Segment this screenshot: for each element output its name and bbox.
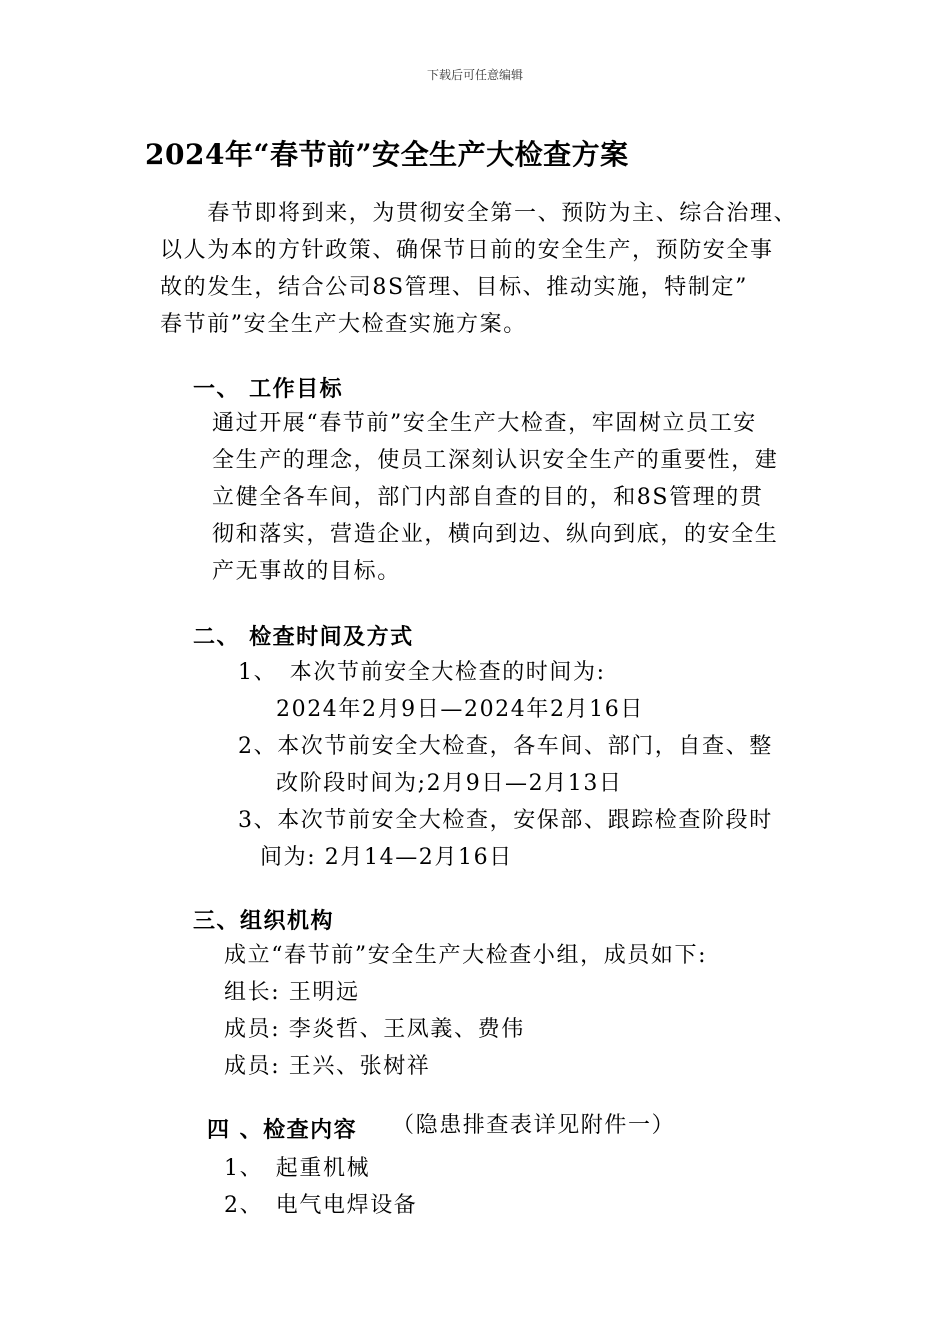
section1-heading: 一、 工作目标 [193, 376, 344, 402]
section2-item2-line1: 2、本次节前安全大检查，各车间、部门，自查、整 [238, 734, 773, 759]
page-header-note: 下载后可任意编辑 [426, 68, 523, 82]
section3-line: 组长: 王明远 [224, 980, 360, 1005]
section3-heading: 三、组织机构 [193, 908, 335, 934]
intro-line: 故的发生，结合公司8S管理、目标、推动实施，特制定” [160, 275, 748, 300]
section2-heading: 二、 检查时间及方式 [193, 624, 414, 650]
intro-line: 春节即将到来，为贯彻安全第一、预防为主、综合治理、 [160, 201, 798, 226]
section3-line: 成立“春节前”安全生产大检查小组，成员如下: [224, 943, 708, 968]
section4-item: 2、 电气电焊设备 [224, 1193, 418, 1218]
document-title: 2024年“春节前”安全生产大检查方案 [145, 138, 629, 171]
section1-line: 产无事故的目标。 [212, 559, 401, 584]
section2-item1-line2: 2024年2月9日—2024年2月16日 [276, 697, 644, 722]
section2-item3-line1: 3、本次节前安全大检查，安保部、跟踪检查阶段时 [238, 808, 773, 833]
section1-line: 通过开展“春节前”安全生产大检查，牢固树立员工安 [212, 411, 757, 436]
section1-line: 彻和落实，营造企业，横向到边、纵向到底，的安全生 [212, 522, 779, 547]
section2-item1-line1: 1、 本次节前安全大检查的时间为: [238, 660, 606, 685]
section3-line: 成员: 王兴、张树祥 [224, 1054, 431, 1079]
intro-paragraph [160, 195, 797, 343]
intro-line: 春节前”安全生产大检查实施方案。 [160, 312, 527, 337]
intro-line: 以人为本的方针政策、确保节日前的安全生产，预防安全事 [160, 238, 774, 263]
section3-line: 成员: 李炎哲、王凤義、费伟 [224, 1017, 525, 1042]
section1-line: 全生产的理念，使员工深刻认识安全生产的重要性，建 [212, 448, 779, 473]
section2-item2-line2: 改阶段时间为;2月9日—2月13日 [276, 771, 623, 796]
section1-line: 立健全各车间，部门内部自查的目的，和8S管理的贯 [212, 485, 764, 510]
section3-paragraph [224, 937, 707, 1085]
section1-paragraph [212, 405, 778, 590]
section4-note: （隐患排查表详见附件一） [392, 1113, 676, 1138]
section4-item: 1、 起重机械 [224, 1156, 371, 1181]
section2-item3-line2: 间为: 2月14—2月16日 [260, 845, 513, 870]
section4-heading: 四 、检查内容 [207, 1117, 358, 1143]
